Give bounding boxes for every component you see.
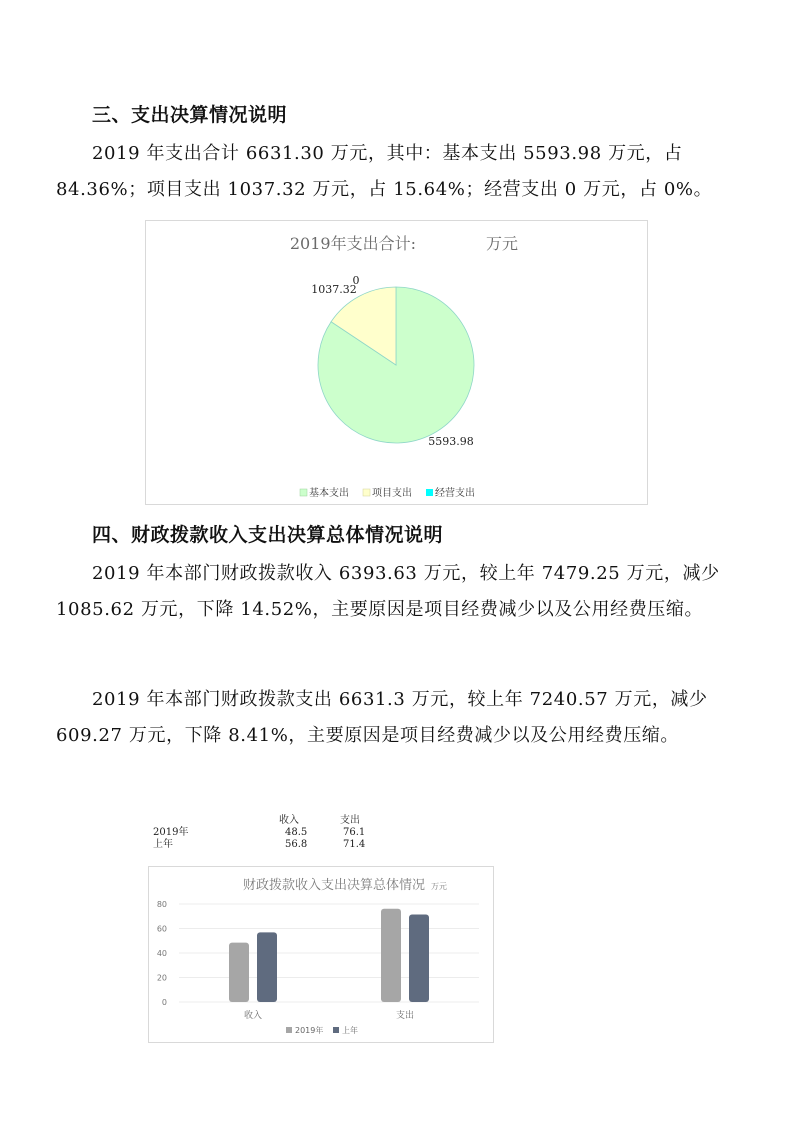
bar-marks [229,909,429,1002]
mini-row-v2: 71.4 [343,839,366,850]
section3-paragraph: 2019 年支出合计 6631.30 万元，其中：基本支出 5593.98 万元，占 84.36%；项目支出 1037.32 万元，占 15.64%；经营支出 0 万元，占 0%。 [56,143,713,200]
bar-chart-box [148,866,494,1043]
bar-title-unit: 万元 [431,882,447,891]
bar-y-tick: 40 [156,949,167,958]
section4-paragraph1: 2019 年本部门财政拨款收入 6393.63 万元，较上年 7479.25 万元，减少 1085.62 万元，下降 14.52%，主要原因是项目经费减少以及公用经费压缩。 [56,563,720,620]
pie-label-jingying: 0 [352,274,360,287]
bar-expense-2019 [381,909,401,1002]
mini-col1: 收入 [279,815,299,826]
section4-heading: 四、财政拨款收入支出决算总体情况说明 [92,524,444,546]
legend-swatch-xiangmu [363,489,370,496]
mini-row-label: 2019年 [153,827,189,838]
legend-label-jiben: 基本支出 [309,488,349,499]
mini-col2: 支出 [340,815,360,826]
mini-row-v2: 76.1 [343,827,366,838]
bar-y-axis [157,900,167,1007]
section4-paragraph2: 2019 年本部门财政拨款支出 6631.3 万元，较上年 7240.57 万元，减少 609.27 万元，下降 8.41%，主要原因是项目经费减少以及公用经费压缩。 [56,689,708,746]
bar-x-label-expense: 支出 [395,1011,415,1021]
mini-row-label: 上年 [153,839,173,850]
bar-x-label-income: 收入 [243,1011,263,1021]
mini-row-v1: 48.5 [285,827,308,838]
bar-legend [286,1025,358,1035]
bar-y-tick: 0 [161,998,167,1007]
legend-swatch-lastyear [333,1027,339,1033]
section3-heading: 三、支出决算情况说明 [92,104,288,126]
pie-legend [300,486,475,499]
pie-slices [318,287,474,443]
pie-title-unit: 万元 [486,234,519,253]
pie-title: 2019年支出合计: [289,234,416,253]
pie-chart [146,221,649,506]
bar-gridlines [179,904,479,1002]
pie-label-xiangmu: 1037.32 [311,283,357,296]
bar-chart [149,867,495,1044]
mini-row-v1: 56.8 [285,839,308,850]
legend-label-lastyear: 上年 [342,1026,358,1035]
bar-income-lastyear [257,932,277,1002]
legend-label-xiangmu: 项目支出 [372,488,412,499]
bar-y-tick: 80 [156,900,167,909]
legend-swatch-2019 [286,1027,292,1033]
legend-swatch-jingying [426,489,433,496]
pie-chart-box [145,220,648,505]
bar-income-2019 [229,943,249,1002]
bar-expense-lastyear [409,915,429,1002]
legend-label-jingying: 经营支出 [435,488,475,499]
legend-label-2019: 2019年 [295,1026,324,1035]
pie-label-jiben: 5593.98 [428,435,474,448]
bar-y-tick: 20 [156,973,167,983]
bar-title: 财政拨款收入支出决算总体情况 [242,878,426,893]
legend-swatch-jiben [300,489,307,496]
bar-y-tick: 60 [156,924,167,934]
